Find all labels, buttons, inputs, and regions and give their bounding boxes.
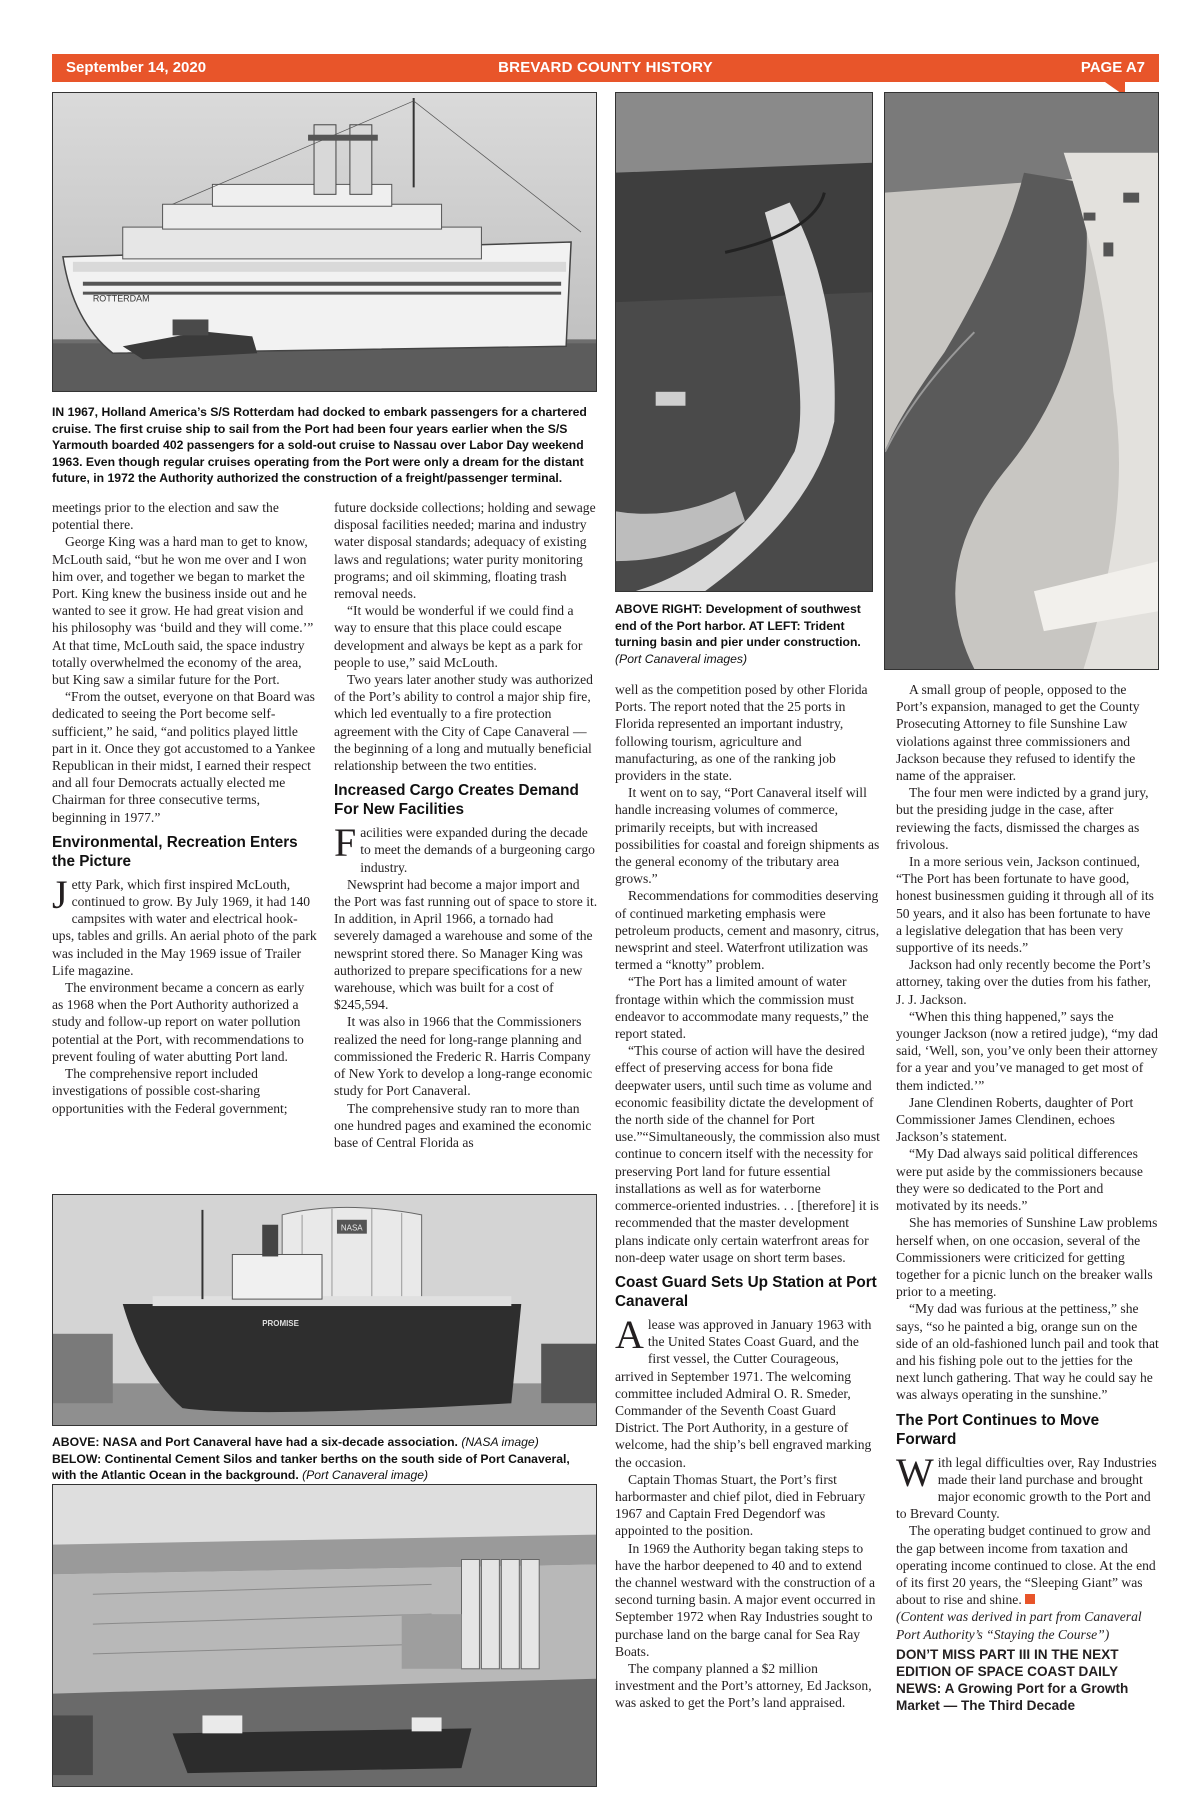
caption-nasa-credit: (NASA image): [461, 1435, 539, 1449]
paragraph: [615, 1311, 880, 1471]
article-column-3: [615, 681, 880, 1712]
paragraph: “The Port has a limited amount of water frontage within which the commission must endeavor to accommodate many requests,” the report stated.: [615, 974, 869, 1042]
article-column-4: [896, 681, 1159, 1714]
subheading-moving-forward: The Port Continues to Move Forward: [896, 1411, 1100, 1448]
photo-nasa-ship: [52, 1194, 597, 1426]
source-note: (Content was derived in part from Canaveral Port Authority’s “Staying the Course”): [896, 1609, 1142, 1642]
paragraph: The comprehensive report included investigations of possible cost-sharing opportunities with the Federal government;: [52, 1066, 288, 1116]
paragraph: A small group of people, opposed to the Port’s expansion, managed to get the County Prosecuting Attorney to file Sunshine Law violations against three commissioners and Jackson because they refused to identify the name of the appraiser.: [896, 682, 1140, 784]
paragraph: Two years later another study was authorized of the Port’s ability to control a major ship fire, which led eventually to a fire protection agreement with the City of Cape Canaveral — the beginning of a long and mutually beneficial relationship between the two entities.: [334, 672, 593, 774]
paragraph: future dockside collections; holding and sewage disposal facilities needed; marina and industry water disposal standards; adequacy of existing laws and regulations; water purity monitoring programs; and oil skimming, floating trash removal needs.: [334, 500, 596, 602]
paragraph: Recommendations for commodities deserving of continued marketing emphasis were petroleum products, cement and masonry, citrus, newsprint and steel. Waterfront utilization was termed a “knotty” problem.: [615, 888, 880, 973]
paragraph: “My dad was furious at the pettiness,” she says, “so he painted a big, orange sun on the side of an old-fashioned lunch pail and took that and his fishing pole out to the jetties for the next lunch gathering. That way he could say he was always operating in the sunshine.”: [896, 1301, 1159, 1403]
paragraph: It went on to say, “Port Canaveral itself will handle increasing volumes of commerce, primarily receipts, but with increased possibilities for coastal and foreign shipments as the general economy of the tributary area grows.”: [615, 785, 880, 887]
paragraph: In 1969 the Authority began taking steps to have the harbor deepened to 40 and to extend the channel westward with the construction of a second turning basin. A major event occurred in September 1972 when Ray Industries sought to purchase land on the barge canal for Sea Ray Boats.: [615, 1540, 876, 1659]
paragraph-text: ith legal difficulties over, Ray Industries made their land purchase and brought major economic growth to the Port and to Brevard County.: [896, 1454, 1157, 1522]
paragraph: “From the outset, everyone on that Board was dedicated to seeing the Port become self-sufficient,” he said, “and politics played little part in it. Once they got accustomed to a Yankee Republican in their midst, I earned their respect and all four Democrats actually elected me Chairman for three consecutive terms, beginning in 1977.”: [52, 689, 316, 825]
subheading-environmental: Environmental, Recreation Enters the Picture: [52, 833, 298, 870]
photo-harbor-southwest: [615, 92, 873, 592]
drop-cap: F: [334, 820, 357, 866]
paragraph: In a more serious vein, Jackson continued, “The Port has been fortunate to have good, honest businessmen guiding it through all of its 50 years, and it also has been fortunate to have a legislative delegation that has been very supportive of its needs.”: [896, 854, 1154, 956]
paragraph: Jane Clendinen Roberts, daughter of Port Commissioner James Clendinen, echoes Jackson’s statement.: [896, 1094, 1134, 1145]
section-banner: [52, 54, 1159, 82]
caption-nasa-text: ABOVE: NASA and Port Canaveral have had a six-decade association.: [52, 1435, 458, 1449]
issue-date: September 14, 2020: [66, 59, 207, 76]
caption-cement-credit: (Port Canaveral image): [302, 1468, 429, 1482]
paragraph: It was also in 1966 that the Commissioners realized the need for long-range planning and commissioned the Frederic R. Harris Company of New York to develop a long-range economic study for Port Canaveral.: [334, 1014, 593, 1099]
paragraph: The company planned a $2 million investment and the Port’s attorney, Ed Jackson, was asked to get the Port’s land appraised.: [615, 1660, 872, 1711]
paragraph: Jackson had only recently become the Port’s attorney, taking over the duties from his father, J. J. Jackson.: [896, 957, 1151, 1007]
caption-rotterdam: IN 1967, Holland America’s S/S Rotterdam had docked to embark passengers for a chartered cruise. The first cruise ship to sail from the Port had been four years earlier when the S/S Yarmouth boarded 402 passengers for a sold-out cruise to Nassau over Labor Day weekend 1963. Even though regular cruises operating from the Port were only a dream for the distant future, in 1972 the Authority authorized the construction of a freight/passenger terminal.: [52, 405, 587, 485]
drop-cap: J: [52, 871, 68, 917]
article-column-2: [334, 499, 599, 1151]
paragraph: Newsprint had become a major import and the Port was fast running out of space to store it. In addition, in April 1966, a tornado had severely damaged a warehouse and some of the newsprint stored there. So Manager King was authorized to prepare specifications for a new warehouse, which was built for a cost of $245,594.: [334, 876, 598, 1013]
paragraph-text: etty Park, which first inspired McLouth, continued to grow. By July 1969, it had 140 campsites with water and electrical hook-ups, tables and grills. An aerial photo of the park was included in the May 1969 issue of Trailer Life magazine.: [52, 876, 317, 978]
paragraph-text: The operating budget continued to grow and the gap between income from taxation and operating income continued to close. At the end of its first 20 years, the “Sleeping Giant” was about to rise and shine.: [896, 1523, 1156, 1608]
paragraph: [896, 1522, 1159, 1608]
page-number: PAGE A7: [1080, 59, 1145, 76]
drop-cap: W: [896, 1449, 934, 1495]
caption-harbor-text: ABOVE RIGHT: Development of southwest end of the Port harbor. AT LEFT: Trident turning basin and pier under construction.: [615, 602, 861, 649]
paragraph: “This course of action will have the desired effect of preserving access for bona fide deepwater users, until such time as volume and economic feasibility dictate the development of the north side of the channel for Port use.”“Simultaneously, the commission also must continue to concern itself with the necessity for preserving Port land for future essential installations as well as for waterborne commerce-oriented industries. . . [therefore] it is recommended that the master development plans indicate only certain waterfront areas for non-deep water usage on short term bases.: [615, 1043, 880, 1265]
caption-nasa-cement: [52, 1434, 597, 1484]
photo-cement-silos: [52, 1484, 597, 1787]
hull-name: ROTTERDAM: [92, 293, 150, 304]
subheading-coast-guard: Coast Guard Sets Up Station at Port Canaveral: [615, 1273, 877, 1310]
end-mark-icon: [1025, 1594, 1035, 1604]
drop-cap: A: [615, 1311, 644, 1357]
article-column-1: [52, 499, 317, 1117]
section-title: BREVARD COUNTY HISTORY: [498, 59, 713, 76]
ship-name: PROMISE: [262, 1318, 299, 1328]
paragraph: George King was a hard man to get to know, McLouth said, “but he won me over and I won him over, and together we began to market the Port. King knew the business inside out and he wanted to see it grow. He had great vision and his philosophy was ‘build and they will come.’” At that time, McLouth said, the space industry totally overwhelmed the economy of the area, but King saw a similar future for the Port.: [52, 534, 314, 688]
caption-harbor-credit: (Port Canaveral images): [615, 651, 748, 666]
caption-harbor: [615, 601, 873, 667]
paragraph: [52, 871, 317, 979]
caption-cement-text: BELOW: Continental Cement Silos and tanker berths on the south side of Port Canaveral, with the Atlantic Ocean in the background.: [52, 1451, 570, 1482]
paragraph: meetings prior to the election and saw the potential there.: [52, 500, 279, 533]
paragraph-text: lease was approved in January 1963 with the United States Coast Guard, and the first vessel, the Cutter Courageous, arrived in September 1971. The welcoming committee included Admiral O. R. Smeder, Commander of the Seventh Coast Guard District. The Port Authority, in a gesture of welcome, had the ship’s bell engraved marking the occasion.: [615, 1316, 872, 1470]
paragraph: [896, 1449, 1159, 1523]
paragraph: Captain Thomas Stuart, the Port’s first harbormaster and chief pilot, died in February 1967 and Captain Fred Degendorf was appointed to the position.: [615, 1471, 866, 1539]
paragraph: “When this thing happened,” says the younger Jackson (now a retired judge), “my dad said, ‘Well, son, you’ve only been their attorney for a year and you’ve managed to get most of them indicted.’”: [896, 1008, 1158, 1093]
paragraph: The environment became a concern as early as 1968 when the Port Authority authorized a study and follow-up report on water pollution potential at the Port, with recommendations to prevent fouling of water abutting Port land.: [52, 980, 305, 1064]
subheading-cargo: Increased Cargo Creates Demand For New Facilities: [334, 782, 579, 819]
next-edition-promo: DON’T MISS PART III IN THE NEXT EDITION OF SPACE COAST DAILY NEWS: A Growing Port for a Growth Market — The Third Decade: [896, 1646, 1129, 1713]
photo-trident-basin: [884, 92, 1159, 670]
paragraph: The comprehensive study ran to more than one hundred pages and examined the economic base of Central Florida as: [334, 1100, 592, 1150]
photo-rotterdam-ship: [52, 92, 597, 392]
paragraph: She has memories of Sunshine Law problems herself when, on one occasion, several of the Commissioners were criticized for getting together for a picnic lunch on the breaker walls prior to a meeting.: [896, 1215, 1158, 1300]
paragraph: The four men were indicted by a grand jury, but the presiding judge in the case, after reviewing the facts, dismissed the charges as frivolous.: [896, 785, 1149, 852]
paragraph: “It would be wonderful if we could find a way to ensure that this place could escape development and always be kept as a park for people to use,” said McLouth.: [334, 603, 583, 670]
paragraph: “My Dad always said political differences were put aside by the commissioners because they were so dedicated to the Port and motivated by its needs.”: [896, 1146, 1143, 1214]
hangar-sign: NASA: [340, 1223, 363, 1233]
paragraph-text: acilities were expanded during the decade to meet the demands of a burgeoning cargo industry.: [360, 825, 595, 875]
paragraph: [334, 820, 599, 876]
paragraph: well as the competition posed by other Florida Ports. The report noted that the 25 ports in Florida represented an important industry, following tourism, agriculture and manufacturing, as one of the ranking job providers in the state.: [615, 682, 868, 784]
